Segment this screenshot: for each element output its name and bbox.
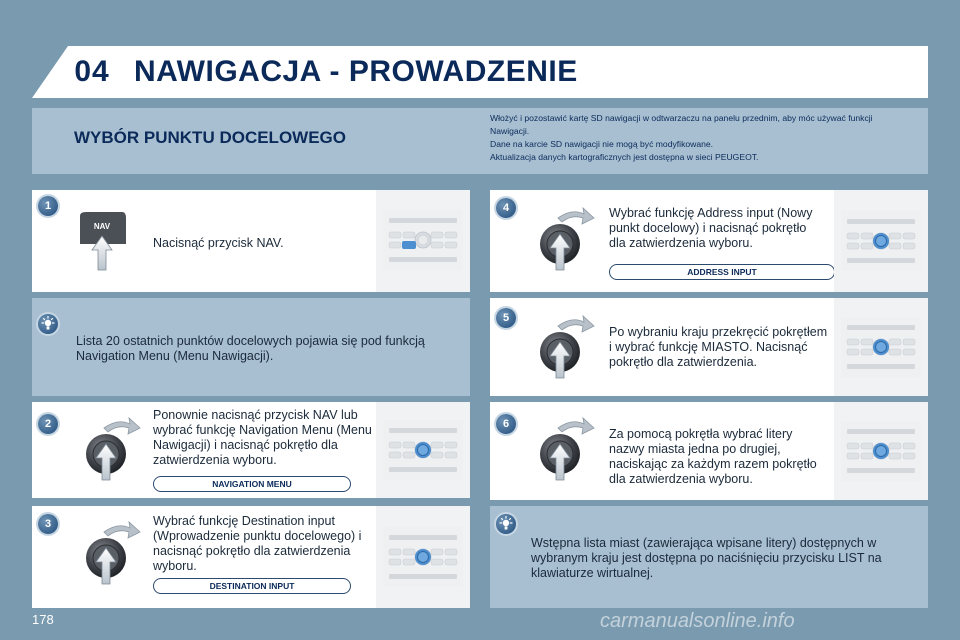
tip-1-text: Lista 20 ostatnich punktów docelowych pojawia się pod funkcją Navigation Menu (Menu Nawigacji). (76, 334, 425, 363)
step-number-badge: 4 (496, 198, 516, 218)
nav-button-illustration (78, 210, 128, 272)
rotary-knob-icon (82, 414, 142, 484)
rotary-knob-icon (82, 518, 142, 588)
rotary-knob-icon (536, 414, 596, 484)
page-title: NAWIGACJA - PROWADZENIE (134, 55, 578, 88)
step-number-badge: 5 (496, 308, 516, 328)
step-number-badge: 6 (496, 414, 516, 434)
step-1-text: Nacisnąć przycisk NAV. (153, 236, 284, 250)
step-6-text: Za pomocą pokrętła wybrać litery nazwy miasta jedna po drugiej, naciskając za każdym razem pokrętło dla zatwierdzenia wyboru. (609, 427, 817, 486)
radio-panel-image (376, 402, 470, 498)
note-line: Nawigacji. (490, 126, 530, 136)
step-3-text: Wybrać funkcję Destination input (Wprowadzenie punktu docelowego) i nacisnąć pokrętło dla zatwierdzenia wyboru. (153, 514, 362, 573)
step-2-text: Ponownie nacisnąć przycisk NAV lub wybrać funkcję Navigation Menu (Menu Nawigacji) i nacisnąć pokrętło dla zatwierdzenia wyboru. (153, 408, 372, 467)
radio-panel-image (376, 190, 470, 292)
radio-panel-image (834, 402, 928, 500)
navigation-menu-label: NAVIGATION MENU (153, 476, 351, 492)
rotary-knob-icon (536, 204, 596, 274)
step-4-text: Wybrać funkcję Address input (Nowy punkt docelowy) i nacisnąć pokrętło dla zatwierdzenia wyboru. (609, 206, 813, 250)
lightbulb-icon (496, 514, 516, 534)
sd-card-note (490, 112, 922, 164)
chapter-number: 04 (74, 55, 110, 88)
rotary-knob-icon (536, 312, 596, 382)
note-line: Dane na karcie SD nawigacji nie mogą być modyfikowane. (490, 139, 714, 149)
note-line: Aktualizacja danych kartograficznych jest dostępna w sieci PEUGEOT. (490, 152, 759, 162)
page-number: 178 (32, 612, 54, 627)
nav-button-label: NAV (93, 222, 111, 231)
watermark: carmanualsonline.info (600, 610, 795, 632)
section-title: WYBÓR PUNKTU DOCELOWEGO (74, 128, 346, 147)
address-input-label: ADDRESS INPUT (609, 264, 835, 280)
radio-panel-image (376, 506, 470, 608)
radio-panel-image (834, 298, 928, 396)
step-5-text: Po wybraniu kraju przekręcić pokrętłem i wybrać funkcję MIASTO. Nacisnąć pokrętło dla zatwierdzenia. (609, 325, 828, 369)
lightbulb-icon (38, 314, 58, 334)
step-number-badge: 2 (38, 414, 58, 434)
tip-2-text: Wstępna lista miast (zawierająca wpisane litery) dostępnych w wybranym kraju jest dostępna po naciśnięciu przycisku LIST na klawiaturze wirtualnej. (531, 536, 882, 580)
destination-input-label: DESTINATION INPUT (153, 578, 351, 594)
radio-panel-image (834, 190, 928, 292)
step-number-badge: 3 (38, 514, 58, 534)
note-line: Włożyć i pozostawić kartę SD nawigacji w odtwarzaczu na panelu przednim, aby móc używać funkcji (490, 113, 873, 123)
step-number-badge: 1 (38, 196, 58, 216)
